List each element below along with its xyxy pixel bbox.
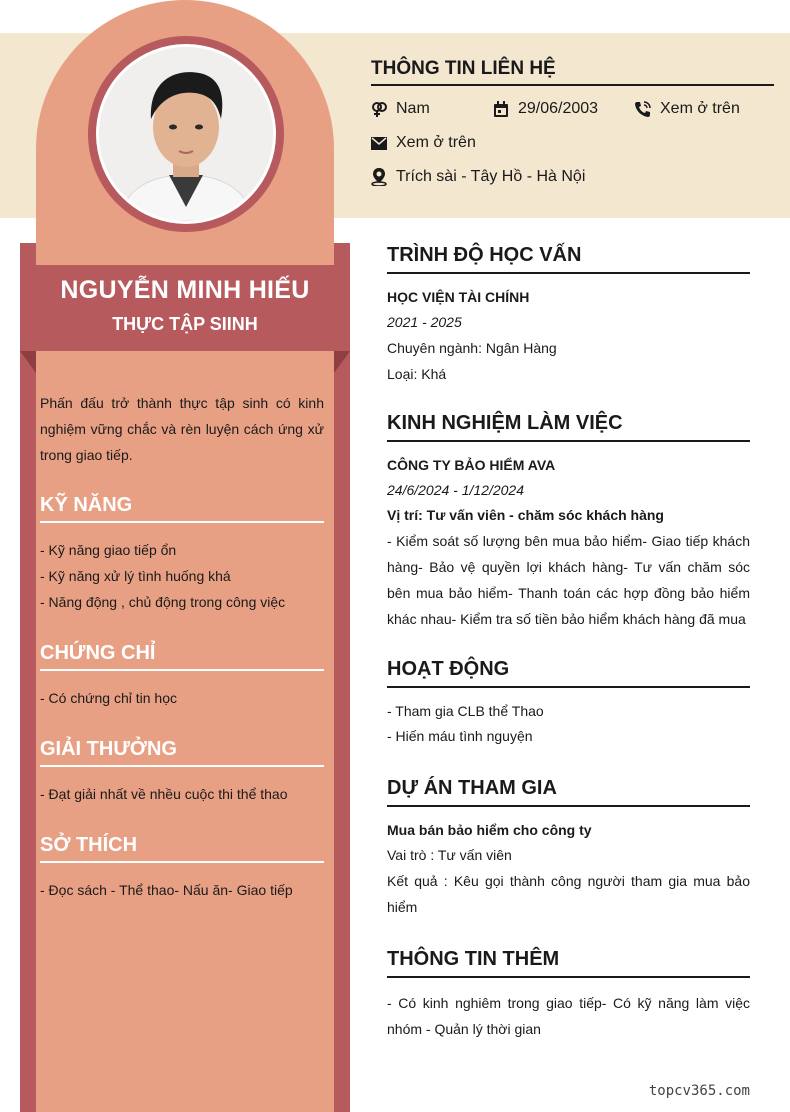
birthday-value: 29/06/2003 (518, 100, 599, 117)
avatar (96, 44, 276, 224)
project-role: Vai trò : Tư vấn viên (387, 847, 512, 863)
experience-role: Vị trí: Tư vấn viên - chăm sóc khách hàng (387, 507, 664, 523)
additional-text: - Có kinh nghiêm trong giao tiếp- Có kỹ năng làm việc nhóm - Quản lý thời gian (387, 995, 750, 1037)
career-objective: Phấn đấu trở thành thực tập sinh có kinh nghiệm vững chắc và rèn luyện cách ứng xử trong giao tiếp. (40, 395, 324, 463)
list-item: - Đạt giải nhất về nhều cuộc thi thể thao (40, 786, 288, 802)
phone-icon (634, 101, 651, 118)
list-item: - Tham gia CLB thể Thao (387, 703, 544, 719)
list-item: - Đọc sách - Thể thao- Nấu ăn- Giao tiếp (40, 882, 293, 898)
list-item: - Năng động , chủ động trong công việc (40, 594, 286, 610)
education-period: 2021 - 2025 (387, 314, 462, 330)
activities-list (387, 699, 750, 749)
education-grade: Loại: Khá (387, 366, 447, 382)
project-result: Kết quả : Kêu gọi thành công người tham gia mua bảo hiểm (387, 873, 750, 915)
education-block (387, 285, 750, 387)
project-block (387, 818, 750, 920)
skills-list (40, 537, 324, 615)
education-heading: TRÌNH ĐỘ HỌC VẤN (387, 244, 750, 274)
email-value: Xem ở trên (396, 134, 476, 151)
education-major: Chuyên ngành: Ngân Hàng (387, 340, 557, 356)
gender-value: Nam (396, 100, 430, 117)
experience-heading: KINH NGHIỆM LÀM VIỆC (387, 412, 750, 442)
experience-block (387, 453, 750, 632)
list-item: - Có chứng chỉ tin học (40, 690, 177, 706)
gender-icon (371, 101, 387, 117)
contact-birthday (493, 100, 598, 118)
contact-address (371, 168, 585, 186)
awards-heading: GIẢI THƯỞNG (40, 738, 324, 767)
watermark: topcv365.com (648, 1083, 750, 1099)
job-position: THỰC TẬP SIINH (112, 314, 258, 334)
contact-gender (371, 100, 430, 118)
additional-heading: THÔNG TIN THÊM (387, 948, 750, 978)
activities-heading: HOẠT ĐỘNG (387, 658, 750, 688)
contact-heading: THÔNG TIN LIÊN HỆ (371, 58, 774, 86)
skills-heading: KỸ NĂNG (40, 494, 324, 523)
project-name: Mua bán bảo hiểm cho công ty (387, 822, 592, 838)
banner-fold-right (334, 351, 350, 373)
full-name: NGUYỄN MINH HIẾU (60, 276, 310, 304)
calendar-icon (493, 101, 509, 118)
projects-heading: DỰ ÁN THAM GIA (387, 777, 750, 807)
company-name: CÔNG TY BẢO HIỂM AVA (387, 457, 556, 473)
certificates-list (40, 685, 324, 711)
location-icon (371, 168, 387, 186)
banner-fold-left (20, 351, 36, 373)
address-value: Trích sài - Tây Hồ - Hà Nội (396, 168, 586, 185)
contact-phone (634, 100, 740, 118)
certificates-heading: CHỨNG CHỈ (40, 642, 324, 671)
phone-value: Xem ở trên (660, 100, 740, 117)
list-item: - Kỹ năng xử lý tình huống khá (40, 568, 231, 584)
list-item: - Kỹ năng giao tiếp ổn (40, 542, 177, 558)
school-name: HỌC VIỆN TÀI CHÍNH (387, 289, 530, 305)
awards-list (40, 781, 324, 807)
hobbies-heading: SỞ THÍCH (40, 834, 324, 863)
experience-description: - Kiểm soát số lượng bên mua bảo hiểm- Giao tiếp khách hàng- Bảo vệ quyền lợi khách hàng- Tư vấn chăm sóc bên mua bảo hiểm- Thanh toán các hợp đồng bảo hiểm khác nhau- Kiểm tra số tiền bảo hiểm khách hàng đã mua (387, 533, 750, 627)
list-item: - Hiến máu tình nguyện (387, 728, 533, 744)
contact-email (371, 134, 476, 152)
experience-period: 24/6/2024 - 1/12/2024 (387, 482, 525, 498)
email-icon (371, 137, 387, 150)
hobbies-list (40, 877, 324, 903)
